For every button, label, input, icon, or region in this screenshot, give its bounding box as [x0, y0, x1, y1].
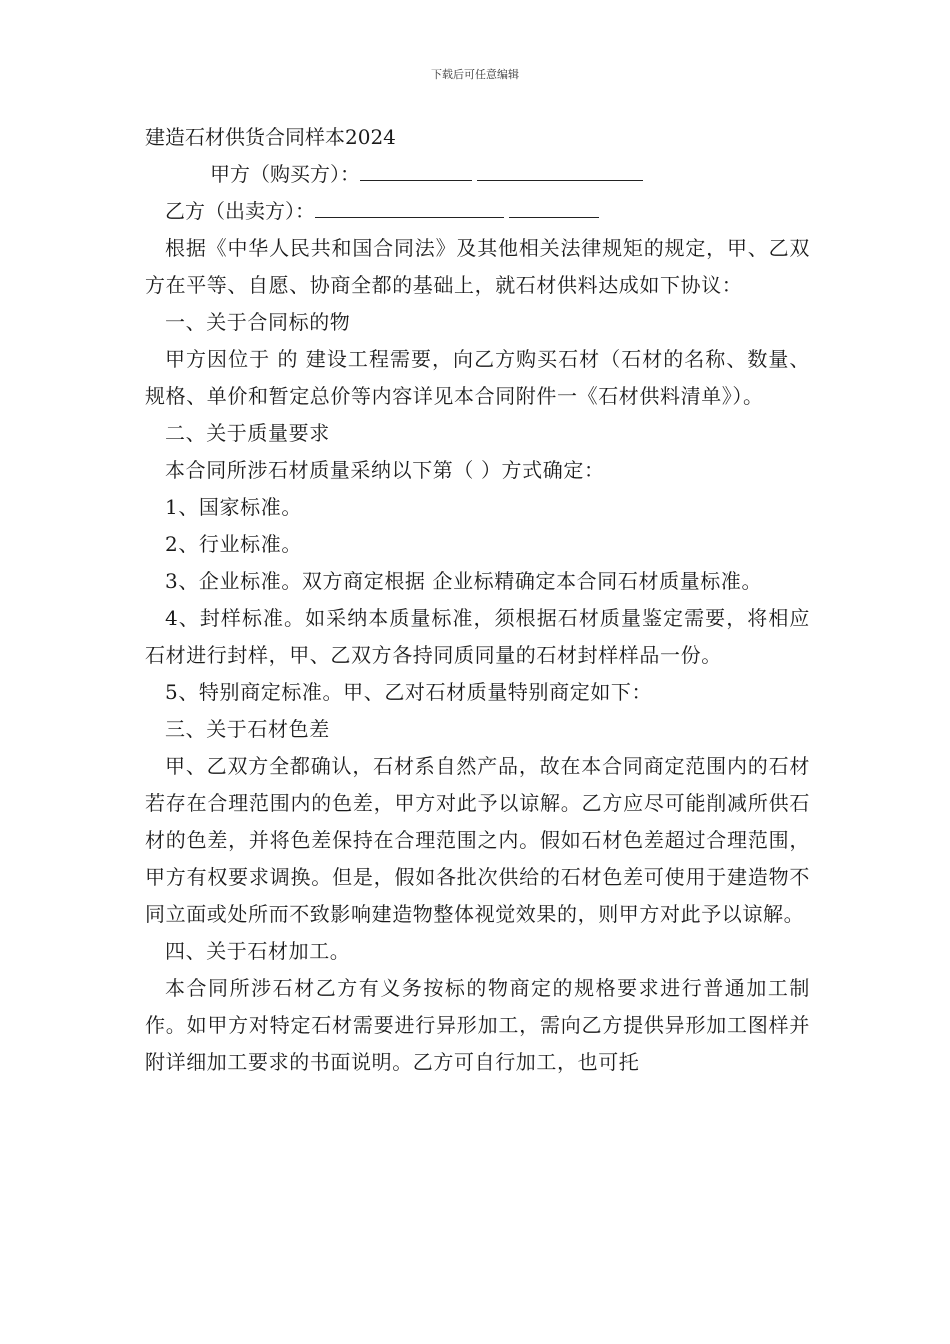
party-a-line [145, 156, 810, 193]
page-header-note: 下载后可任意编辑 [431, 68, 519, 81]
section-1-body: 甲方因位于 的 建设工程需要，向乙方购买石材（石材的名称、数量、规格、单价和暂定总价等内容详见本合同附件一《石材供料清单》）。 [145, 347, 810, 408]
section-4-heading: 四、关于石材加工。 [165, 939, 351, 963]
document-title: 建造石材供货合同样本2024 [145, 125, 396, 149]
section-2-item-1: 1、国家标准。 [165, 495, 302, 519]
party-a-blank-extension [477, 156, 643, 181]
intro-paragraph: 根据《中华人民共和国合同法》及其他相关法律规矩的规定，甲、乙双方在平等、自愿、协商全都的基础上，就石材供料达成如下协议： [145, 236, 810, 297]
section-2-intro: 本合同所涉石材质量采纳以下第（ ）方式确定： [165, 458, 605, 482]
section-2-heading: 二、关于质量要求 [165, 421, 330, 445]
section-2-item-5: 5、特别商定标准。甲、乙对石材质量特别商定如下： [165, 680, 653, 704]
party-b-blank [315, 193, 504, 218]
party-b-blank-extension [509, 193, 599, 218]
party-a-label: 甲方（购买方）： [210, 162, 360, 186]
party-b-label: 乙方（出卖方）： [165, 199, 315, 223]
section-4-body: 本合同所涉石材乙方有义务按标的物商定的规格要求进行普通加工制作。如甲方对特定石材需要进行异形加工，需向乙方提供异形加工图样并附详细加工要求的书面说明。乙方可自行加工，也可托 [145, 976, 810, 1074]
contract-document [145, 119, 810, 1081]
section-2-item-2: 2、行业标准。 [165, 532, 302, 556]
section-1-heading: 一、关于合同标的物 [165, 310, 351, 334]
party-b-line [145, 193, 810, 230]
section-3-body: 甲、乙双方全都确认，石材系自然产品，故在本合同商定范围内的石材若存在合理范围内的色差，甲方对此予以谅解。乙方应尽可能削减所供石材的色差，并将色差保持在合理范围之内。假如石材色差超过合理范围，甲方有权要求调换。但是，假如各批次供给的石材色差可使用于建造物不同立面或处所而不致影响建造物整体视觉效果的，则甲方对此予以谅解。 [145, 754, 810, 926]
party-a-blank [360, 156, 472, 181]
section-3-heading: 三、关于石材色差 [165, 717, 330, 741]
section-2-item-3: 3、企业标准。双方商定根据 企业标精确定本合同石材质量标准。 [165, 569, 763, 593]
section-2-item-4: 4、封样标准。如采纳本质量标准，须根据石材质量鉴定需要，将相应石材进行封样，甲、乙双方各持同质同量的石材封样样品一份。 [145, 606, 810, 667]
